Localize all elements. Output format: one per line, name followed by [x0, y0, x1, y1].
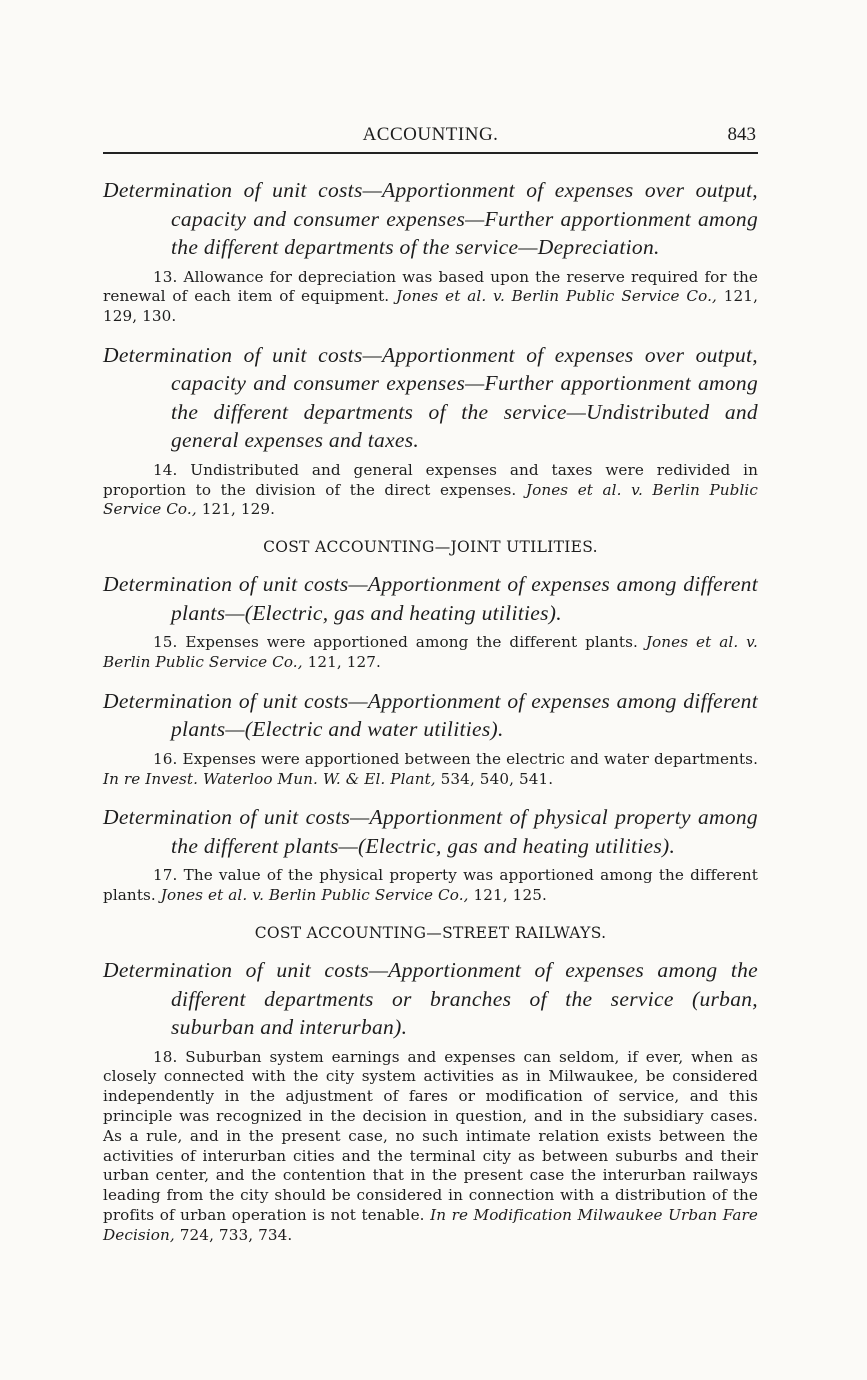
- case-citation: Jones et al. v. Berlin Public Service Co.,: [103, 633, 758, 672]
- topic-heading: Determination of unit costs—Apportionment of expenses over output, capacity and consumer expenses—Further apportionment among the different departments of the service—Depreciation.: [103, 178, 758, 259]
- topic-heading: Determination of unit costs—Apportionment of expenses among different plants—(Electric, gas and heating utilities).: [103, 572, 758, 625]
- paragraph-text: 17. The value of the physical property was apportioned among the different plants.: [103, 866, 758, 905]
- paragraph-17: [103, 866, 758, 906]
- paragraph-text: 13. Allowance for depreciation was based upon the reserve required for the renewal of each item of equipment.: [103, 267, 758, 306]
- paragraph-text: 18. Suburban system earnings and expenses can seldom, if ever, when as closely connected with the city system activities as in Milwaukee, be considered independently in the adjustment of fares or modification of service, and this principle was recognized in the decision in question, and in the subsidiary cases. As a rule, and in the present case, no such intimate relation exists between the activities of interurban cities and the terminal city as between suburbs and their urban center, and the contention that in the present case the interurban railways leading from the city should be considered in connection with a distribution of the profits of urban operation is not tenable.: [103, 1047, 758, 1224]
- page-reference: 121, 125.: [473, 886, 547, 905]
- topic-heading: Determination of unit costs—Apportionment of expenses among different plants—(Electric and water utilities).: [103, 688, 758, 742]
- case-citation: In re Modification Milwaukee Urban Fare Decision,: [103, 1205, 758, 1244]
- running-title: ACCOUNTING.: [362, 124, 499, 145]
- paragraph-16: [103, 750, 758, 790]
- topic-heading: Determination of unit costs—Apportionment of expenses among the different departments or branches of the service (urban, suburban and interurban).: [103, 958, 758, 1040]
- page-reference: 121, 127.: [307, 653, 381, 672]
- paragraph-13: [103, 268, 758, 327]
- running-header: [103, 122, 758, 154]
- page-number: 843: [727, 124, 756, 145]
- case-citation: In re Invest. Waterloo Mun. W. & El. Plant,: [103, 769, 436, 788]
- paragraph-15: [103, 633, 758, 673]
- section-heading: COST ACCOUNTING—STREET RAILWAYS.: [254, 924, 607, 943]
- page-reference: 724, 733, 734.: [179, 1225, 293, 1244]
- paragraph-text: 14. Undistributed and general expenses and taxes were redivided in proportion to the division of the direct expenses.: [103, 460, 758, 499]
- paragraph-14: [103, 461, 758, 520]
- topic-heading: Determination of unit costs—Apportionment of expenses over output, capacity and consumer expenses—Further apportionment among the different departments of the service—Undistributed and general expenses and taxes.: [103, 342, 758, 453]
- paragraph-text: 16. Expenses were apportioned between the electric and water departments.: [153, 749, 758, 768]
- section-heading: COST ACCOUNTING—JOINT UTILITIES.: [263, 538, 598, 557]
- case-citation: Jones et al. v. Berlin Public Service Co.,: [103, 480, 758, 519]
- page-body: [103, 176, 758, 1260]
- case-citation: Jones et al. v. Berlin Public Service Co.,: [160, 886, 469, 905]
- page-reference: 121, 129.: [201, 500, 276, 519]
- page-reference: 121, 129, 130.: [103, 287, 758, 326]
- paragraph-18: [103, 1048, 758, 1246]
- paragraph-text: 15. Expenses were apportioned among the different plants.: [153, 633, 638, 652]
- page-reference: 534, 540, 541.: [440, 769, 554, 788]
- case-citation: Jones et al. v. Berlin Public Service Co.,: [396, 287, 717, 306]
- topic-heading: Determination of unit costs—Apportionment of physical property among the different plants—(Electric, gas and heating utilities).: [103, 805, 758, 858]
